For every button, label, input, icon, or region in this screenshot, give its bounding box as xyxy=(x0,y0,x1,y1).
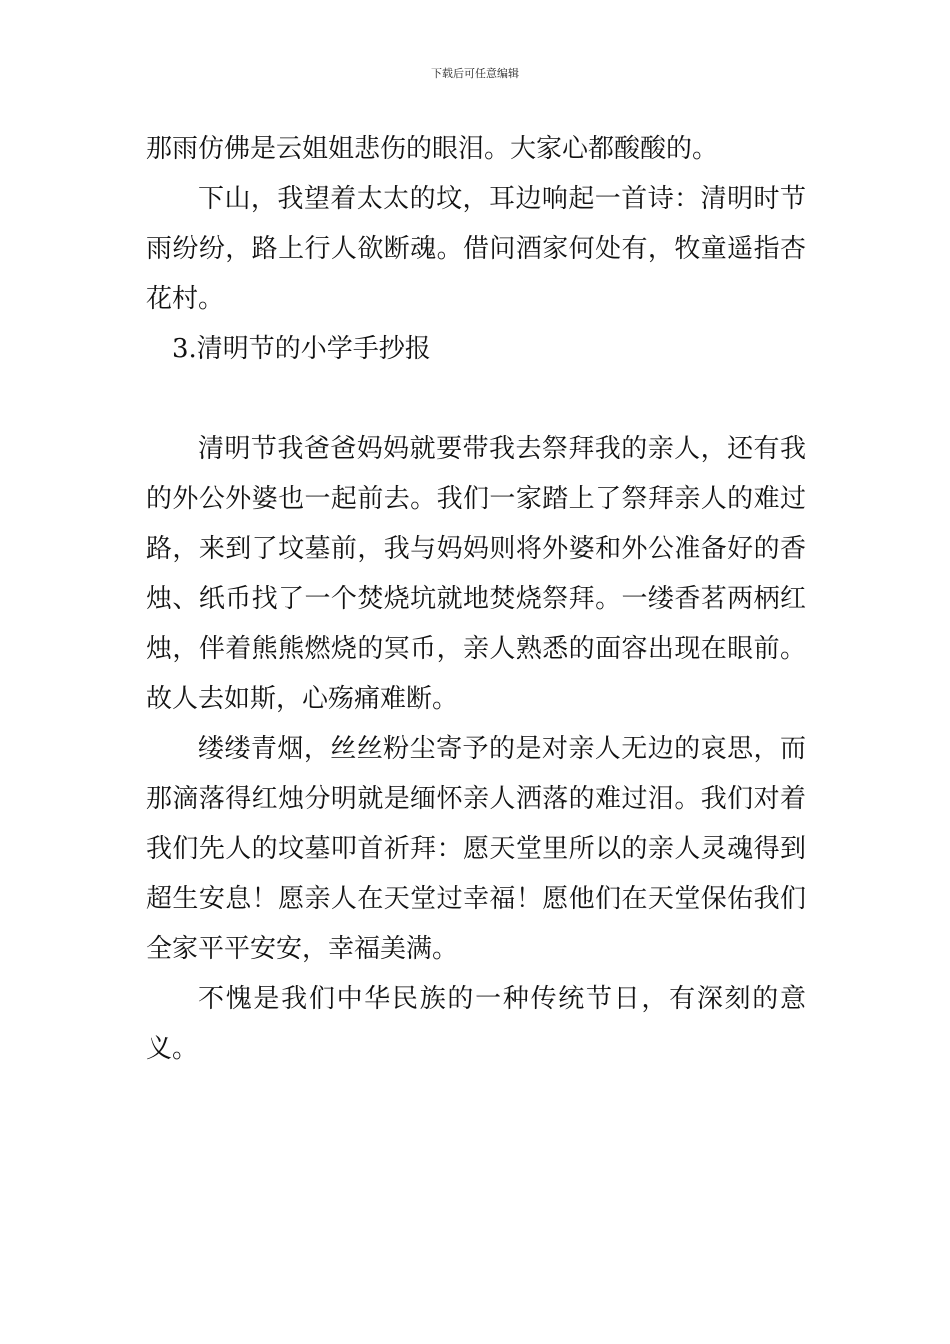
paragraph-conclusion: 不愧是我们中华民族的一种传统节日，有深刻的意义。 xyxy=(146,984,806,1064)
paragraph-continuation: 那雨仿佛是云姐姐悲伤的眼泪。大家心都酸酸的。 xyxy=(146,134,719,164)
paragraph-visit: 清明节我爸爸妈妈就要带我去祭拜我的亲人，还有我的外公外婆也一起前去。我们一家踏上了祭拜亲人的难过路，来到了坟墓前，我与妈妈则将外婆和外公准备好的香烛、纸币找了一个焚烧坑就地焚烧祭拜。一缕香茗两柄红烛，伴着熊熊燃烧的冥币，亲人熟悉的面容出现在眼前。故人去如斯，心殇痛难断。 xyxy=(146,434,806,714)
paragraph-remembrance: 缕缕青烟，丝丝粉尘寄予的是对亲人无边的哀思，而那滴落得红烛分明就是缅怀亲人洒落的难过泪。我们对着我们先人的坟墓叩首祈拜：愿天堂里所以的亲人灵魂得到超生安息！愿亲人在天堂过幸福！愿他们在天堂保佑我们全家平平安安，幸福美满。 xyxy=(146,734,806,964)
document-body xyxy=(146,124,806,1074)
section-heading: 3.清明节的小学手抄报 xyxy=(172,334,431,364)
section-spacer xyxy=(146,374,806,424)
paragraph-poem: 下山，我望着太太的坟，耳边响起一首诗：清明时节雨纷纷，路上行人欲断魂。借问酒家何处有，牧童遥指杏花村。 xyxy=(146,184,806,314)
header-note: 下载后可任意编辑 xyxy=(431,67,519,80)
